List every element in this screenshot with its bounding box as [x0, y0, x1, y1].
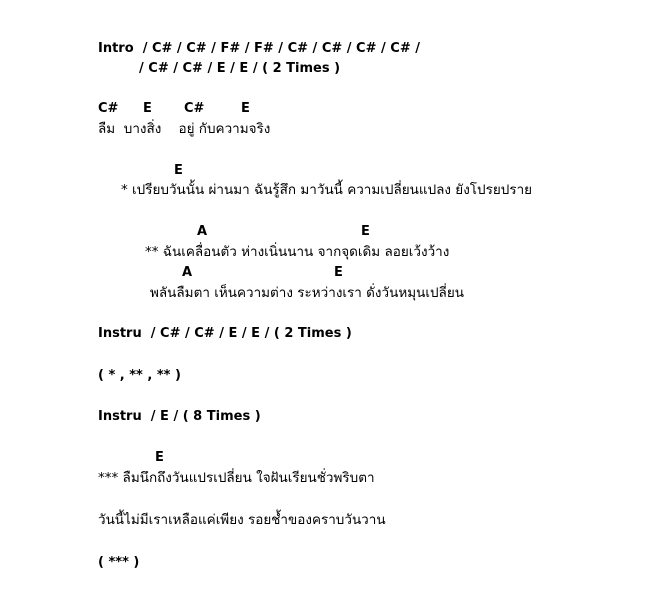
chord: E: [241, 101, 250, 116]
chord: A: [182, 265, 193, 280]
chord: C#: [184, 101, 205, 116]
chord: E: [174, 163, 183, 178]
chord: E: [143, 101, 152, 116]
chord: E: [155, 450, 164, 465]
intro-line-1: Intro / C# / C# / F# / F# / C# / C# / C# / C# /: [98, 41, 420, 56]
lyric-line: * เปรียบวันนั้น ผ่านมา ฉันรู้สึก มาวันนี้ ความเปลี่ยนแปลง ยังโปรยปราย: [121, 182, 533, 198]
repeat-line-1: ( * , ** , ** ): [98, 368, 181, 383]
instru-line-1: Instru / C# / C# / E / E / ( 2 Times ): [98, 326, 352, 341]
lyric-line: *** ลืมนึกถึงวันแปรเปลี่ยน ใจฝันเรียนชั่วพริบตา: [98, 470, 375, 486]
chord: A: [197, 224, 208, 239]
lyric-line: ลืม บางสิ่ง อยู่ กับความจริง: [98, 121, 271, 137]
chord: C#: [98, 101, 119, 116]
intro-line-2: / C# / C# / E / E / ( 2 Times ): [139, 61, 341, 76]
chord: E: [361, 224, 370, 239]
lyric-line: วันนี้ไม่มีเราเหลือแค่เพียง รอยช้ำของคราบวันวาน: [98, 512, 386, 528]
lyric-line: พลันลืมตา เห็นความต่าง ระหว่างเรา ดั่งวันหมุนเปลี่ยน: [150, 285, 464, 301]
lyric-line: ** ฉันเคลื่อนตัว ห่างเนิ่นนาน จากจุดเดิม ลอยเว้งว้าง: [145, 244, 450, 260]
instru-line-2: Instru / E / ( 8 Times ): [98, 409, 261, 424]
repeat-line-2: ( *** ): [98, 555, 140, 570]
chord: E: [334, 265, 343, 280]
